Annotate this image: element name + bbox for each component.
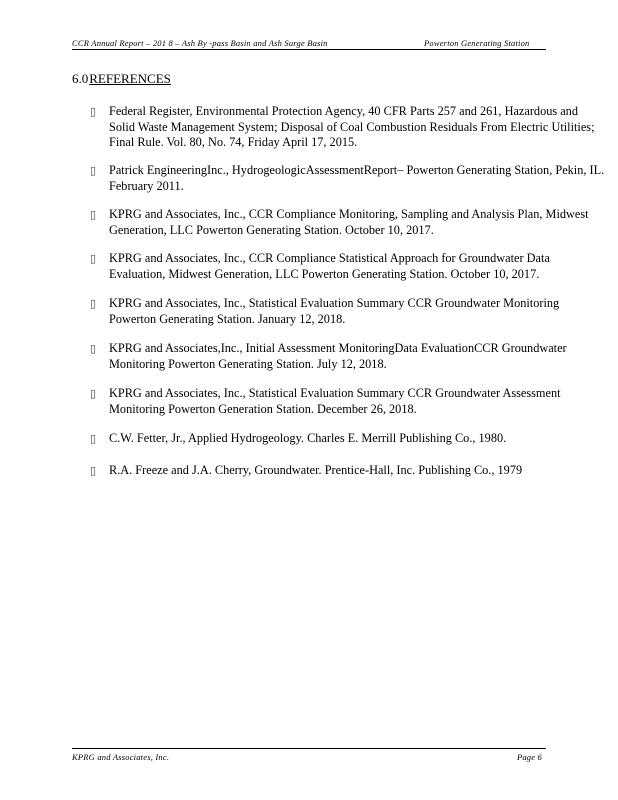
bullet-icon: ▯ xyxy=(90,342,97,355)
bullet-icon: ▯ xyxy=(90,252,97,265)
header-report-title: CCR Annual Report – 201 8 – Ash By -pass Basin and Ash Surge Basin xyxy=(72,38,328,48)
reference-text: KPRG and Associates, Inc., CCR Compliance Statistical Approach for Groundwater Data Evaluation, Midwest Generation, LLC Powerton Generating Station. October 10, 2017. xyxy=(109,251,550,281)
section-title: REFERENCES xyxy=(89,71,171,86)
reference-text: C.W. Fetter, Jr., Applied Hydrogeology. Charles E. Merrill Publishing Co., 1980. xyxy=(109,431,507,445)
reference-text: Federal Register, Environmental Protection Agency, 40 CFR Parts 257 and 261, Hazardous and Solid Waste Management System; Disposal of Coal Combustion Residuals From Electric Utilities; Final Rule. Vol. 80, No. 74, Friday April 17, 2015. xyxy=(109,104,595,149)
section-heading xyxy=(72,71,171,87)
header-station-name: Powerton Generating Station xyxy=(424,38,530,48)
section-number: 6.0 xyxy=(72,71,89,86)
page-footer xyxy=(72,752,546,762)
reference-text: KPRG and Associates, Inc., CCR Compliance Monitoring, Sampling and Analysis Plan, Midwest Generation, LLC Powerton Generating Station. October 10, 2017. xyxy=(109,207,589,237)
bullet-icon: ▯ xyxy=(90,464,97,477)
bullet-icon: ▯ xyxy=(90,297,97,310)
bullet-icon: ▯ xyxy=(90,432,97,445)
reference-text: KPRG and Associates, Inc., Statistical Evaluation Summary CCR Groundwater Assessment Monitoring Powerton Generation Station. December 26, 2018. xyxy=(109,386,561,416)
header-rule xyxy=(72,49,546,50)
reference-text: KPRG and Associates,Inc., Initial Assessment MonitoringData EvaluationCCR Groundwater Monitoring Powerton Generating Station. July 12, 2018. xyxy=(109,341,567,371)
bullet-icon: ▯ xyxy=(90,164,97,177)
bullet-icon: ▯ xyxy=(90,208,97,221)
bullet-icon: ▯ xyxy=(90,105,97,118)
page-header xyxy=(72,38,546,48)
footer-rule xyxy=(72,748,546,749)
footer-company: KPRG and Associates, Inc. xyxy=(72,752,170,762)
bullet-icon: ▯ xyxy=(90,387,97,400)
reference-text: R.A. Freeze and J.A. Cherry, Groundwater. Prentice-Hall, Inc. Publishing Co., 1979 xyxy=(109,463,523,477)
reference-text: Patrick EngineeringInc., HydrogeologicAssessmentReport– Powerton Generating Station, Pekin, IL. February 2011. xyxy=(109,163,605,193)
footer-page-number: Page 6 xyxy=(516,752,542,762)
reference-text: KPRG and Associates, Inc., Statistical Evaluation Summary CCR Groundwater Monitoring Powerton Generating Station. January 12, 2018. xyxy=(109,296,560,326)
